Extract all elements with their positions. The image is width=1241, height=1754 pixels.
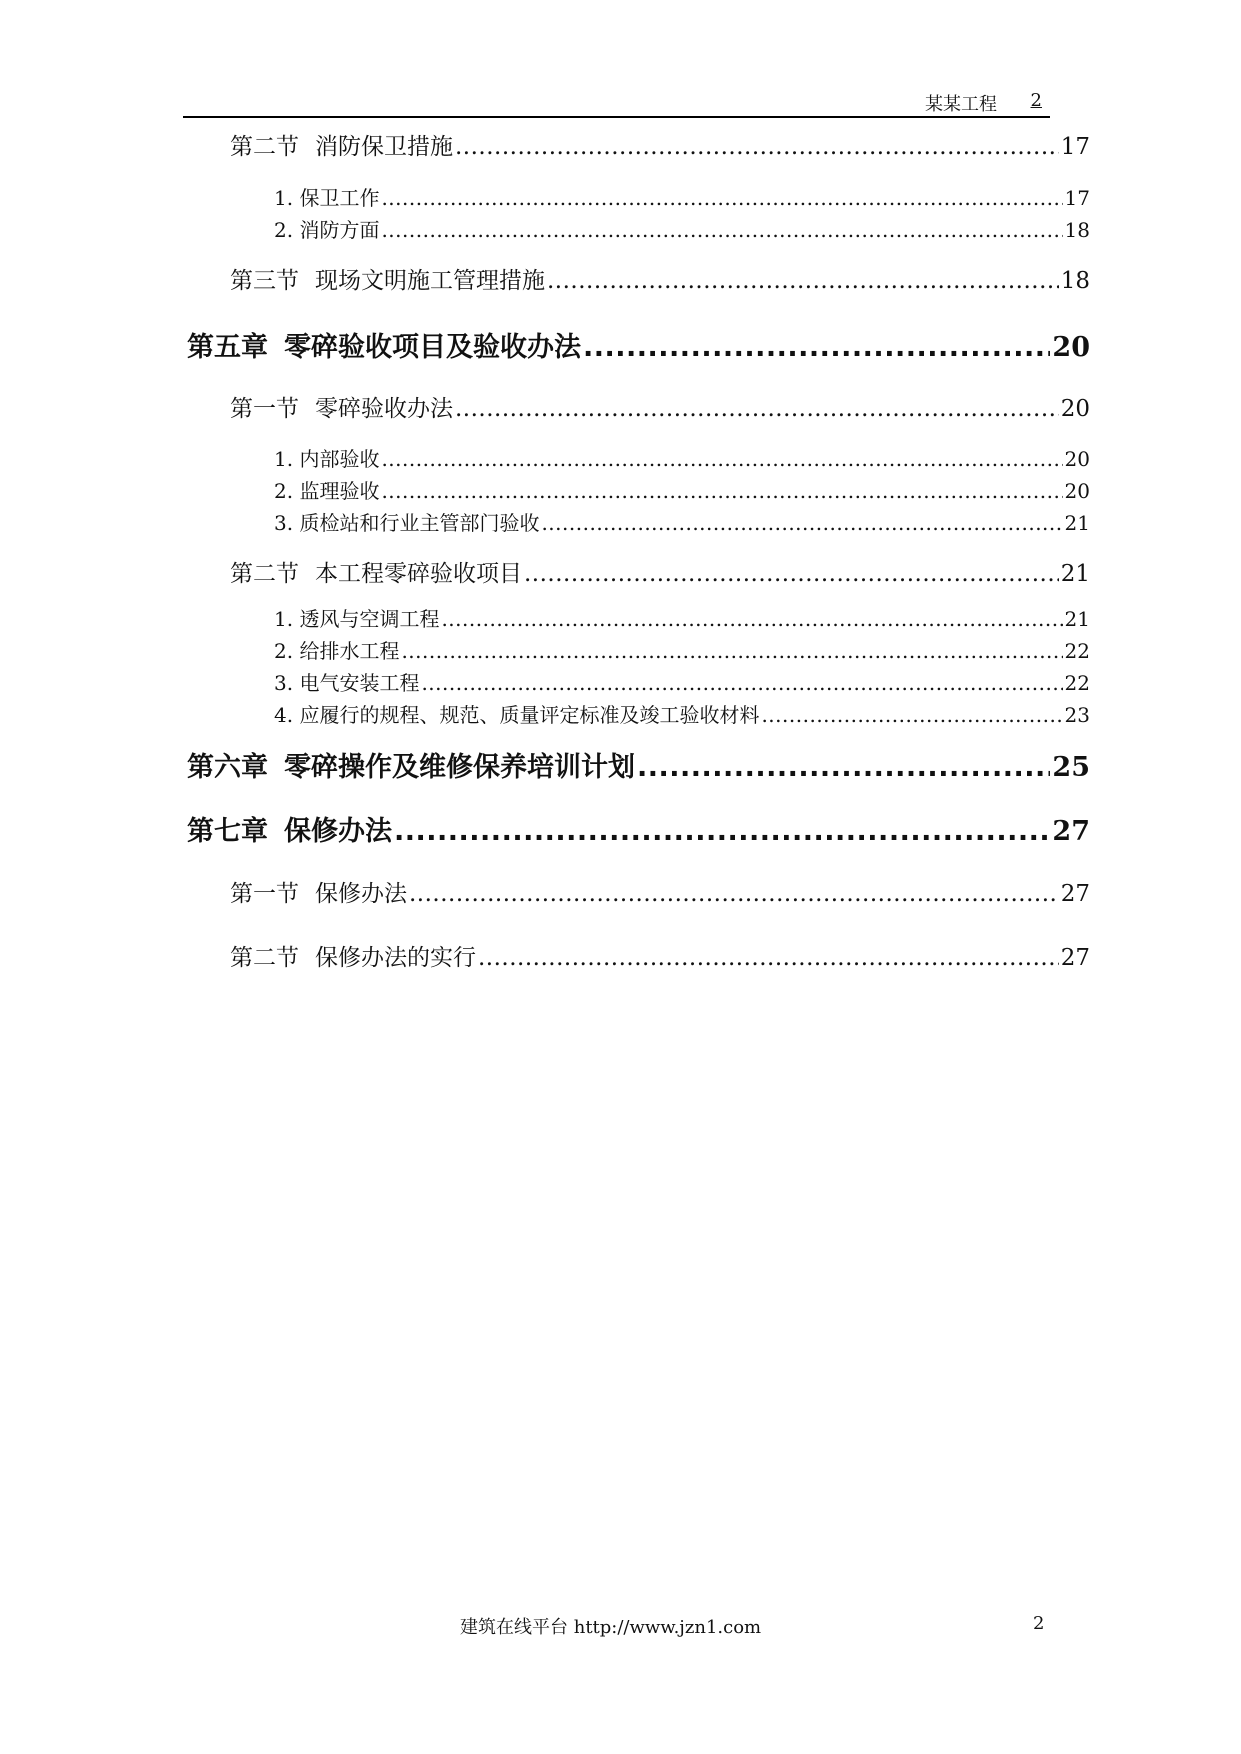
toc-leader xyxy=(441,607,1062,631)
toc-prefix: 1. xyxy=(274,186,294,210)
toc-page: 25 xyxy=(1052,752,1090,783)
toc-page: 22 xyxy=(1064,639,1090,663)
toc-entry[interactable] xyxy=(230,555,1090,588)
toc-prefix: 第七章 xyxy=(187,816,268,847)
toc-entry[interactable] xyxy=(230,390,1090,423)
toc-leader xyxy=(541,511,1062,535)
toc-text: 本工程零碎验收项目 xyxy=(315,561,522,587)
toc-text: 零碎验收办法 xyxy=(315,396,453,422)
toc-prefix: 第二节 xyxy=(230,945,299,971)
toc-prefix: 1. xyxy=(274,447,294,471)
toc-leader xyxy=(381,218,1062,242)
toc-page: 18 xyxy=(1060,268,1090,294)
toc-prefix: 1. xyxy=(274,607,294,631)
toc-text: 内部验收 xyxy=(299,447,380,471)
toc-prefix: 2. xyxy=(274,639,294,663)
toc-entry[interactable] xyxy=(274,443,1090,472)
toc-text: 零碎操作及维修保养培训计划 xyxy=(284,752,635,783)
toc-entry[interactable] xyxy=(230,262,1090,295)
toc-page: 21 xyxy=(1060,561,1090,587)
toc-leader xyxy=(455,396,1059,422)
toc-entry[interactable] xyxy=(274,507,1090,536)
toc-leader xyxy=(761,703,1062,727)
toc-text: 应履行的规程、规范、质量评定标准及竣工验收材料 xyxy=(299,703,760,727)
footer-text: 建筑在线平台 http://www.jzn1.com xyxy=(460,1617,762,1638)
toc-page: 27 xyxy=(1060,881,1090,907)
footer-page-number: 2 xyxy=(1033,1613,1045,1634)
toc-leader xyxy=(381,186,1062,210)
toc-text: 保修办法的实行 xyxy=(315,945,476,971)
toc-page: 23 xyxy=(1064,703,1090,727)
toc-entry[interactable] xyxy=(187,325,1090,364)
toc-page: 22 xyxy=(1064,671,1090,695)
toc-text: 现场文明施工管理措施 xyxy=(315,268,545,294)
toc-prefix: 第三节 xyxy=(230,268,299,294)
toc-page: 20 xyxy=(1064,447,1090,471)
toc-leader xyxy=(401,639,1062,663)
toc-page: 20 xyxy=(1064,479,1090,503)
toc-leader xyxy=(381,479,1062,503)
toc-text: 电气安装工程 xyxy=(299,671,420,695)
toc-prefix: 第五章 xyxy=(187,332,268,363)
toc-leader xyxy=(381,447,1062,471)
toc-text: 监理验收 xyxy=(299,479,380,503)
toc-entry[interactable] xyxy=(274,214,1090,243)
toc-prefix: 第一节 xyxy=(230,881,299,907)
toc-entry[interactable] xyxy=(274,667,1090,696)
toc-prefix: 3. xyxy=(274,511,294,535)
toc-page: 17 xyxy=(1064,186,1090,210)
toc-prefix: 4. xyxy=(274,703,294,727)
toc-leader xyxy=(524,561,1059,587)
toc-prefix: 第一节 xyxy=(230,396,299,422)
toc-page: 21 xyxy=(1064,511,1090,535)
toc-prefix: 2. xyxy=(274,479,294,503)
header-page-number: 2 xyxy=(1030,90,1042,111)
toc-entry[interactable] xyxy=(230,128,1090,161)
toc-page: 20 xyxy=(1052,332,1090,363)
toc-leader xyxy=(421,671,1062,695)
toc-text: 保修办法 xyxy=(284,816,392,847)
toc-leader xyxy=(637,752,1050,783)
toc-prefix: 第二节 xyxy=(230,134,299,160)
toc-text: 消防方面 xyxy=(299,218,380,242)
toc-leader xyxy=(547,268,1059,294)
toc-entry[interactable] xyxy=(274,699,1090,728)
toc-leader xyxy=(455,134,1059,160)
toc-prefix: 3. xyxy=(274,671,294,695)
header-title: 某某工程 xyxy=(925,94,997,115)
toc-entry[interactable] xyxy=(274,603,1090,632)
toc-text: 消防保卫措施 xyxy=(315,134,453,160)
toc-entry[interactable] xyxy=(274,635,1090,664)
toc-page: 17 xyxy=(1060,134,1090,160)
toc-text: 保卫工作 xyxy=(299,186,380,210)
toc-leader xyxy=(583,332,1050,363)
toc-leader xyxy=(409,881,1059,907)
toc-prefix: 第二节 xyxy=(230,561,299,587)
toc-page: 18 xyxy=(1064,218,1090,242)
toc-page: 27 xyxy=(1052,816,1090,847)
toc-text: 给排水工程 xyxy=(299,639,400,663)
toc-leader xyxy=(478,945,1059,971)
toc-entry[interactable] xyxy=(230,875,1090,908)
toc-page: 20 xyxy=(1060,396,1090,422)
toc-entry[interactable] xyxy=(230,939,1090,972)
toc-entry[interactable] xyxy=(274,182,1090,211)
toc-entry[interactable] xyxy=(187,745,1090,784)
toc-entry[interactable] xyxy=(187,809,1090,848)
toc-prefix: 第六章 xyxy=(187,752,268,783)
toc-prefix: 2. xyxy=(274,218,294,242)
toc-page: 21 xyxy=(1064,607,1090,631)
toc-text: 透风与空调工程 xyxy=(299,607,440,631)
toc-page: 27 xyxy=(1060,945,1090,971)
toc-text: 保修办法 xyxy=(315,881,407,907)
page-header xyxy=(183,84,1050,118)
toc-text: 零碎验收项目及验收办法 xyxy=(284,332,581,363)
toc-text: 质检站和行业主管部门验收 xyxy=(299,511,540,535)
toc-entry[interactable] xyxy=(274,475,1090,504)
toc-leader xyxy=(394,816,1050,847)
